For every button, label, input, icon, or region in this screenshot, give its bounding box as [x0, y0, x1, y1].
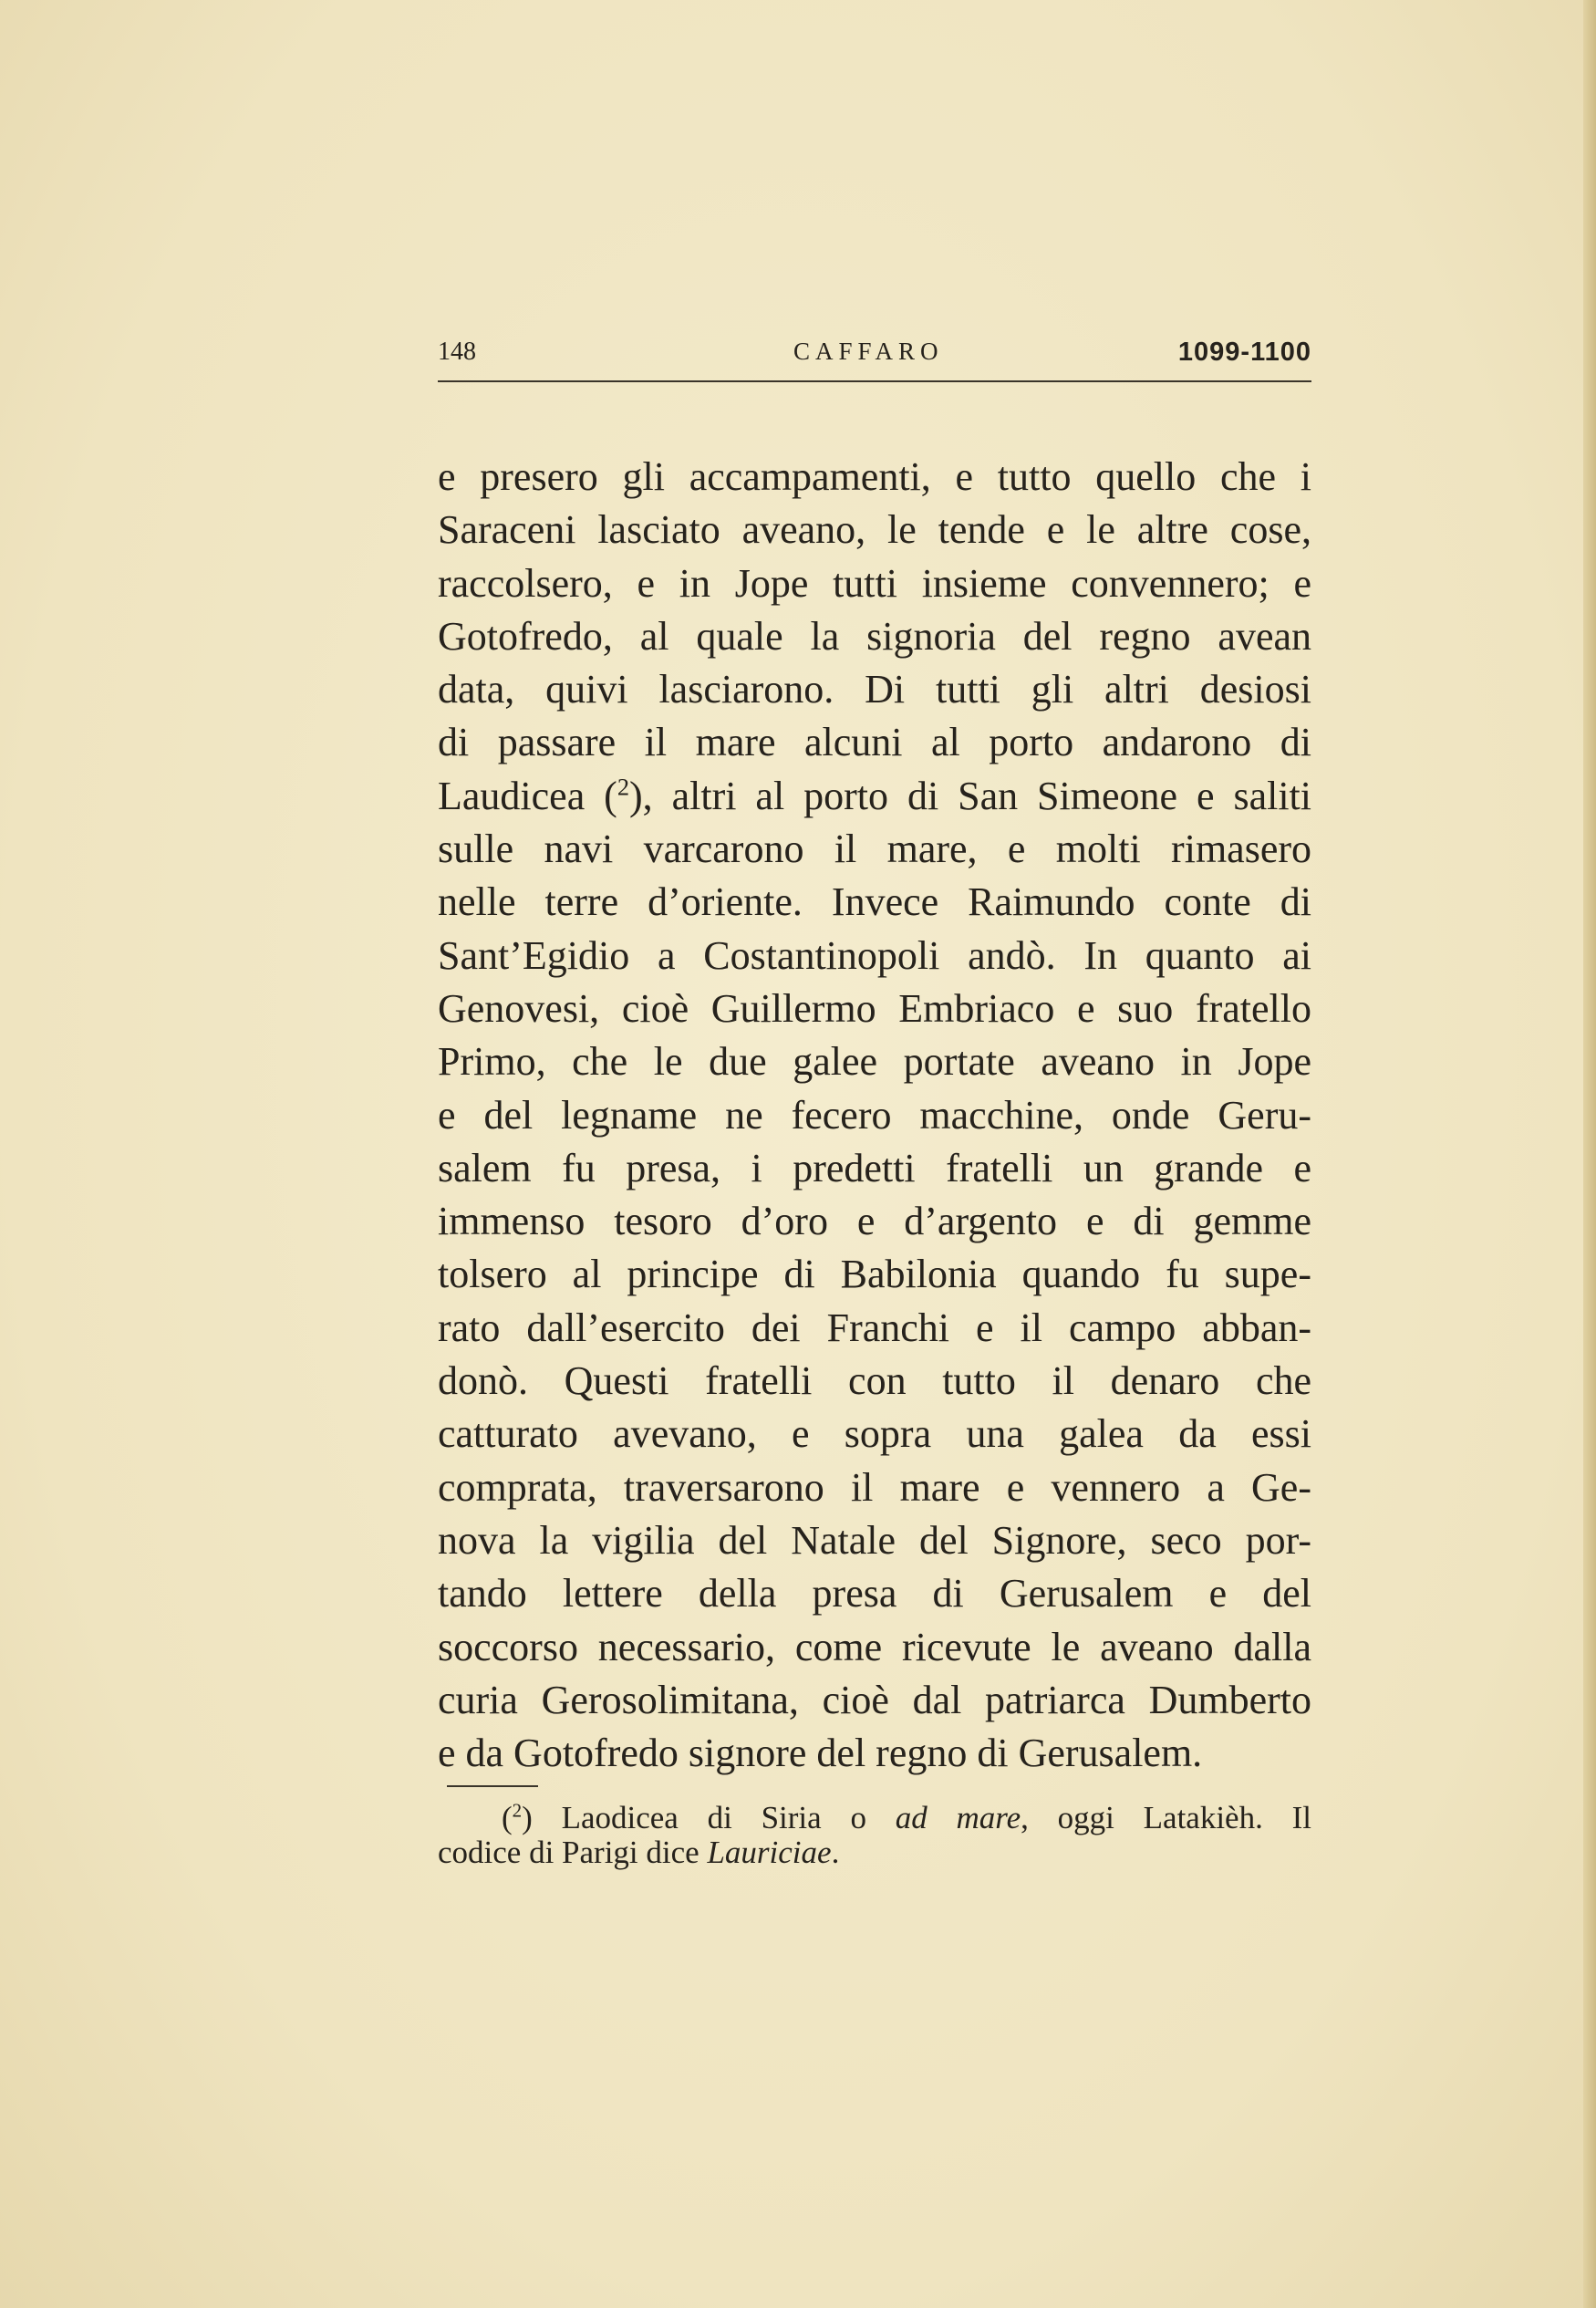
footnote-reference: 2	[617, 773, 630, 801]
text-line-with-footnote-ref	[438, 770, 1311, 823]
footnote-text: codice di Parigi dice	[438, 1835, 708, 1870]
text-line: salem fu presa, i predetti fratelli un grande e	[438, 1145, 1311, 1190]
header-rule	[438, 380, 1311, 382]
text-line: comprata, traversarono il mare e vennero a Ge-	[438, 1464, 1311, 1510]
text-line: tolsero al principe di Babilonia quando fu supe-	[438, 1252, 1311, 1297]
footnote-italic: ad mare	[895, 1800, 1021, 1835]
text-line: di passare il mare alcuni al porto andarono di	[438, 720, 1311, 765]
text-line: Genovesi, cioè Guillermo Embriaco e suo fratello	[438, 985, 1311, 1031]
footnote	[438, 1801, 1311, 1870]
text-line: nova la vigilia del Natale del Signore, seco por-	[438, 1517, 1311, 1563]
year-range: 1099-1100	[1177, 338, 1311, 367]
text-line: Sant’Egidio a Costantinopoli andò. In quanto ai	[438, 932, 1311, 978]
footnote-line	[438, 1835, 1311, 1870]
footnote-line	[438, 1801, 1311, 1835]
body-text	[438, 451, 1311, 1780]
text-line: soccorso necessario, come ricevute le aveano dalla	[438, 1624, 1311, 1669]
text-line: sulle navi varcarono il mare, e molti rimasero	[438, 827, 1311, 872]
text-line: e presero gli accampamenti, e tutto quello che i	[438, 454, 1311, 499]
footnote-marker-close: )	[522, 1800, 533, 1835]
text-segment: Laudicea (	[438, 773, 617, 818]
text-line: Gotofredo, al quale la signoria del regno avean	[438, 613, 1311, 659]
text-line: rato dall’esercito dei Franchi e il campo abban-	[438, 1305, 1311, 1350]
text-line: raccolsero, e in Jope tutti insieme convennero; e	[438, 560, 1311, 606]
text-line: Primo, che le due galee portate aveano in Jope	[438, 1039, 1311, 1085]
footnote-marker-open: (	[502, 1800, 513, 1835]
running-title: CAFFARO	[793, 338, 944, 365]
text-line: data, quivi lasciarono. Di tutti gli altri desiosi	[438, 667, 1311, 712]
text-segment: ), altri al porto di San Simeone e saliti	[629, 773, 1312, 818]
text-line: donò. Questi fratelli con tutto il denaro che	[438, 1358, 1311, 1404]
page-edge-shadow	[1583, 0, 1596, 2308]
text-line: tando lettere della presa di Gerusalem e del	[438, 1571, 1311, 1617]
text-line: curia Gerosolimitana, cioè dal patriarca Dumberto	[438, 1677, 1311, 1722]
footnote-text: Laodicea di Siria o	[532, 1800, 896, 1835]
footnote-text: .	[831, 1835, 840, 1870]
running-header	[438, 334, 1311, 379]
footnote-marker: 2	[512, 1799, 523, 1822]
text-line: e del legname ne fecero macchine, onde Geru-	[438, 1092, 1311, 1138]
text-line: immenso tesoro d’oro e d’argento e di gemme	[438, 1199, 1311, 1244]
text-line: nelle terre d’oriente. Invece Raimundo conte di	[438, 879, 1311, 925]
text-line: Saraceni lasciato aveano, le tende e le altre cose,	[438, 507, 1311, 553]
footnote-text: , oggi Latakièh. Il	[1021, 1800, 1311, 1835]
text-line: e da Gotofredo signore del regno di Gerusalem.	[438, 1731, 1203, 1776]
text-line: catturato avevano, e sopra una galea da essi	[438, 1411, 1311, 1457]
footnote-italic: Lauriciae	[707, 1835, 832, 1870]
page-number: 148	[438, 338, 476, 366]
footnote-separator	[447, 1785, 538, 1787]
